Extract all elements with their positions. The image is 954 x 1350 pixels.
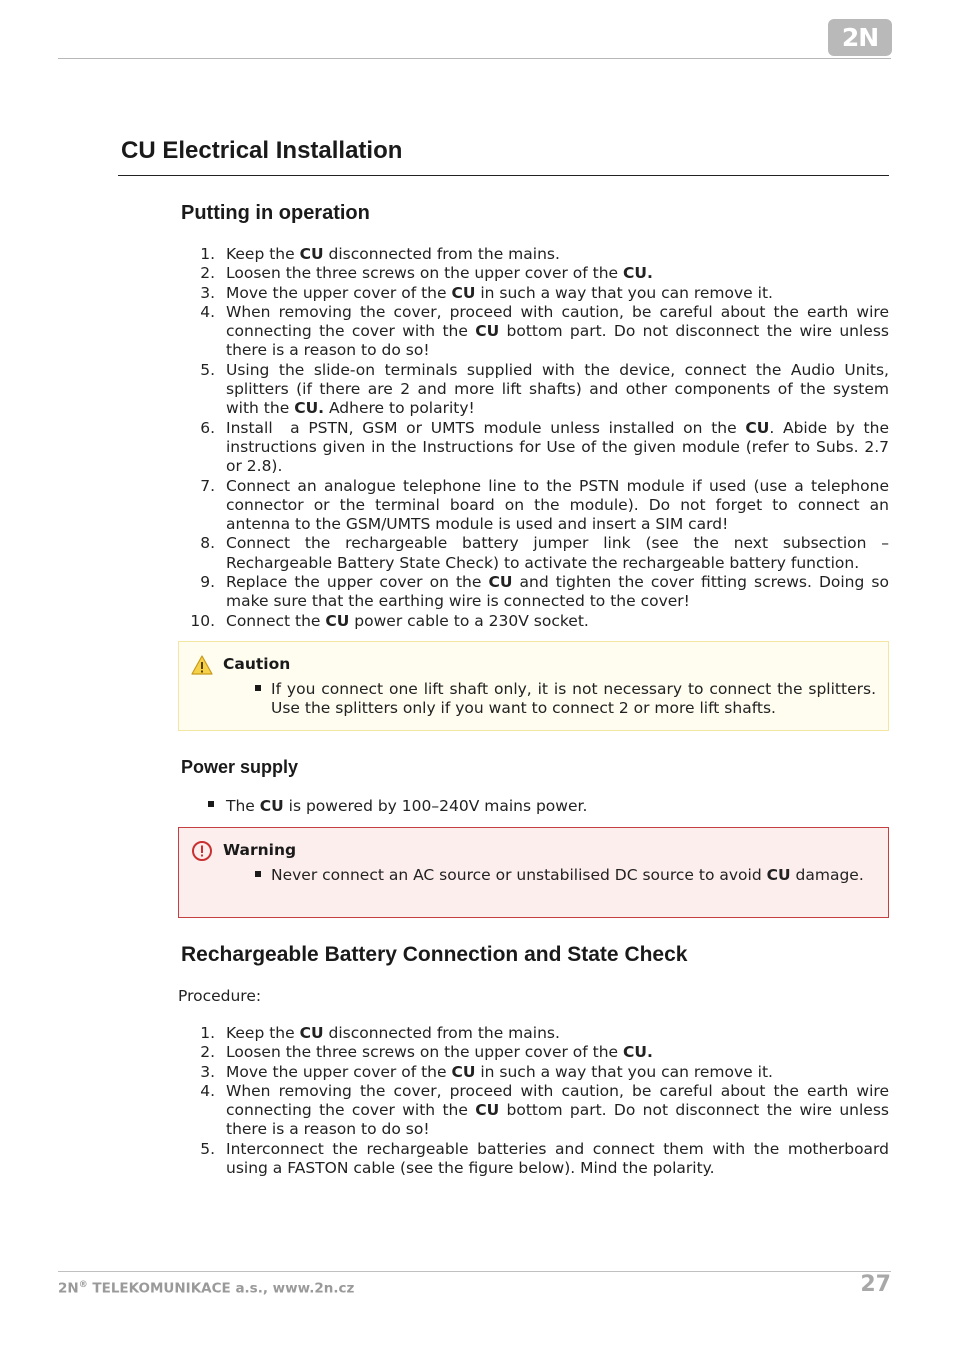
list-item-text: Move the upper cover of the CU in such a way that you can remove it.	[226, 1062, 773, 1081]
list-item	[180, 1063, 889, 1082]
footer-company	[58, 1280, 354, 1297]
list-item-number: 6.	[200, 418, 215, 437]
list-item	[180, 534, 889, 573]
footer-brand: 2N	[58, 1280, 79, 1297]
list-item	[180, 264, 889, 283]
list-item	[180, 477, 889, 535]
brand-logo	[828, 19, 892, 56]
list-item	[180, 303, 889, 361]
header-rule	[58, 58, 891, 59]
logo-text: 2N	[841, 23, 879, 52]
list-item-number: 1.	[200, 1024, 215, 1042]
list-item	[180, 1082, 889, 1140]
bullet-marker	[255, 685, 261, 691]
warning-triangle-icon	[191, 654, 213, 676]
list-item	[180, 284, 889, 303]
list-item-number: 2.	[200, 1043, 215, 1062]
bullet-marker	[208, 801, 214, 807]
list-item-text: Replace the upper cover on the CU and tighten the cover fitting screws. Doing so make sure that the earthing wire is connected to the cover!	[226, 573, 889, 611]
warning-title: Warning	[223, 841, 297, 859]
caution-title: Caution	[223, 655, 291, 673]
bullet-marker	[255, 871, 261, 877]
list-item-text: Keep the CU disconnected from the mains.	[226, 245, 560, 263]
list-item	[180, 245, 889, 264]
footer-rule	[58, 1271, 891, 1272]
exclamation-circle-icon	[191, 840, 213, 862]
list-item-number: 5.	[200, 360, 215, 379]
list-item-text: Loosen the three screws on the upper cover of the CU.	[226, 1043, 653, 1062]
caution-box	[178, 641, 889, 731]
list-item-number: 5.	[200, 1139, 215, 1158]
list-item	[180, 573, 889, 612]
list-item-text: Connect an analogue telephone line to the PSTN module if used (use a telephone connector or the terminal board on the module). Do not forget to connect an antenna to the GSM/UMTS module is used and insert a SIM card!	[226, 476, 889, 534]
list-item-text: Connect the CU power cable to a 230V socket.	[226, 611, 589, 630]
title-rule	[118, 175, 889, 176]
list-item	[180, 1024, 889, 1043]
procedure-label: Procedure:	[178, 987, 262, 1005]
list-item-text: Connect the rechargeable battery jumper link (see the next subsection – Rechargeable Battery State Check) to activate the rechargeable battery function.	[226, 534, 889, 572]
list-item-text: When removing the cover, proceed with caution, be careful about the earth wire connecting the cover with the CU bottom part. Do not disconnect the wire unless there is a reason to do so!	[226, 302, 889, 360]
list-item-number: 3.	[200, 1062, 215, 1081]
section-heading-power-supply: Power supply	[181, 757, 299, 777]
list-item	[180, 1043, 889, 1062]
list-item-text: Keep the CU disconnected from the mains.	[226, 1024, 560, 1042]
list-item	[180, 1140, 889, 1179]
list-item-number: 9.	[200, 573, 215, 592]
section-heading-putting-in-operation: Putting in operation	[181, 202, 370, 224]
list-item-text: When removing the cover, proceed with caution, be careful about the earth wire connecting the cover with the CU bottom part. Do not disconnect the wire unless there is a reason to do so!	[226, 1081, 889, 1139]
footer-company-text: TELEKOMUNIKACE a.s., www.2n.cz	[87, 1280, 355, 1297]
list-item	[180, 361, 889, 419]
list-item-text: Loosen the three screws on the upper cover of the CU.	[226, 264, 653, 283]
list-item	[180, 419, 889, 477]
list-item-number: 1.	[200, 245, 215, 263]
list-item-number: 4.	[200, 1081, 215, 1100]
list-item-text: Interconnect the rechargeable batteries and connect them with the motherboard using a FASTON cable (see the figure below). Mind the polarity.	[226, 1139, 889, 1178]
battery-steps-list	[180, 1024, 889, 1178]
warning-text: Never connect an AC source or unstabilised DC source to avoid CU damage.	[271, 866, 864, 884]
list-item-number: 7.	[200, 476, 215, 495]
warning-box	[178, 827, 889, 918]
page-title: CU Electrical Installation	[121, 137, 403, 164]
list-item-number: 3.	[200, 283, 215, 302]
list-item-text: Install a PSTN, GSM or UMTS module unless installed on the CU. Abide by the instructions given in the Instructions for Use of the given module (refer to Subs. 2.7 or 2.8).	[226, 418, 889, 476]
power-supply-text: The CU is powered by 100–240V mains power.	[226, 797, 588, 815]
list-item	[180, 612, 889, 631]
list-item-number: 4.	[200, 302, 215, 321]
page-number: 27	[860, 1272, 891, 1297]
list-item-text: Using the slide-on terminals supplied with the device, connect the Audio Units, splitters (if there are 2 and more lift shafts) and other components of the system with the CU. Adhere to polarity!	[226, 360, 889, 418]
list-item-number: 8.	[200, 534, 215, 553]
list-item-number: 10.	[190, 611, 215, 630]
section-heading-battery: Rechargeable Battery Connection and State Check	[181, 943, 688, 966]
operation-steps-list	[180, 245, 889, 631]
caution-text: If you connect one lift shaft only, it is not necessary to connect the splitters. Use the splitters only if you want to connect 2 or more lift shafts.	[271, 680, 876, 718]
registered-mark: ®	[78, 1280, 88, 1290]
list-item-number: 2.	[200, 264, 215, 283]
list-item-text: Move the upper cover of the CU in such a way that you can remove it.	[226, 283, 773, 302]
